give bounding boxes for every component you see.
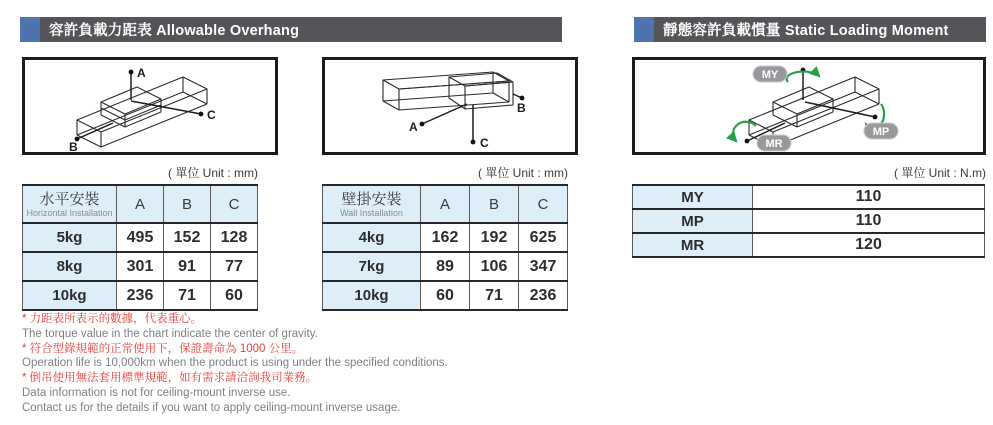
value-a: 495 [117,223,164,252]
col-b-header: B [470,185,519,223]
value-b: 152 [164,223,211,252]
point-a-dot [129,70,134,75]
label-b: B [69,140,78,152]
blue-accent-square [20,17,40,42]
table-row [323,281,568,310]
static-loading-moment-table [632,184,985,258]
static-loading-moment-title: 靜態容許負載慣量 Static Loading Moment [663,23,949,39]
row-label: 10kg [323,281,421,310]
footnote-line: Data information is not for ceiling-mount inverse use. [22,386,291,399]
footnotes-block [22,312,582,416]
rail-moment-drawing [635,60,983,152]
moment-axes-diagram [632,57,986,155]
header-zh: 壁掛安裝 [341,190,402,208]
allowable-overhang-title: 容許負載力距表 Allowable Overhang [49,23,300,39]
rail-isometric-drawing [25,60,275,152]
wall-installation-table [322,184,568,311]
value-c: 77 [211,252,258,281]
table-row [323,223,568,252]
my-badge-label: MY [761,69,779,81]
footnote-line: * 倒吊使用無法套用標準規範，如有需求請洽詢我司業務。 [22,372,318,385]
value-a: 236 [117,281,164,310]
table-row [23,281,258,310]
allowable-overhang-section-bar [20,17,562,42]
row-label: 4kg [323,223,421,252]
mr-axis-dot [745,139,750,144]
col-b-header: B [164,185,211,223]
col-c-header: C [519,185,568,223]
mp-axis-dot [873,115,878,120]
horizontal-installation-diagram [22,57,278,155]
header-en: Horizontal Installation [26,207,113,218]
row-label: 7kg [323,252,421,281]
value-a: 89 [421,252,470,281]
table-header-row [23,185,258,223]
footnote-line: * 力距表所表示的數據，代表重心。 [22,313,203,325]
footnote-line: * 符合型錄規範的正常使用下，保證壽命為 1000 公里。 [22,342,304,355]
unit-label-nm: ( 單位 Unit : N.m) [894,166,986,180]
value-c: 625 [519,223,568,252]
value-c: 236 [519,281,568,310]
value-c: 60 [211,281,258,310]
label-a: A [409,120,418,134]
label-c: C [480,136,489,150]
moment-value: 110 [753,185,985,209]
horizontal-installation-table [22,184,258,311]
unit-label-mm-1: ( 單位 Unit : mm) [168,166,258,180]
moment-label: MR [633,233,753,257]
point-c-dot [471,140,476,145]
unit-label-mm-2: ( 單位 Unit : mm) [478,166,568,180]
value-a: 60 [421,281,470,310]
col-a-header: A [421,185,470,223]
table-row [23,252,258,281]
moment-label: MY [633,185,753,209]
wall-installation-diagram [322,57,578,155]
value-a: 301 [117,252,164,281]
row-label: 5kg [23,223,117,252]
value-b: 71 [470,281,519,310]
point-a-dot [420,122,425,127]
installation-header-cell [323,185,421,223]
label-c: C [207,108,216,122]
table-header-row [323,185,568,223]
row-label: 10kg [23,281,117,310]
rail-side-drawing [325,60,575,152]
table-row [23,223,258,252]
blue-accent-square [634,17,654,42]
table-row [633,209,985,233]
value-b: 192 [470,223,519,252]
value-b: 106 [470,252,519,281]
installation-header-cell [23,185,117,223]
static-loading-moment-section-bar [634,17,986,42]
footnote-line: The torque value in the chart indicate the center of gravity. [22,327,318,340]
header-en: Wall Installation [340,207,403,218]
point-b-dot [520,96,525,101]
moment-value: 120 [753,233,985,257]
label-a: A [137,66,146,80]
value-b: 91 [164,252,211,281]
header-zh: 水平安裝 [39,190,100,208]
value-a: 162 [421,223,470,252]
table-row [633,233,985,257]
moment-label: MP [633,209,753,233]
col-a-header: A [117,185,164,223]
row-label: 8kg [23,252,117,281]
value-c: 128 [211,223,258,252]
footnote-line: Operation life is 10,000km when the product is using under the specified conditions. [22,357,448,370]
mp-badge-label: MP [872,126,890,138]
point-c-dot [199,112,204,117]
label-b: B [517,101,526,115]
moment-value: 110 [753,209,985,233]
value-c: 347 [519,252,568,281]
footnote-line: Contact us for the details if you want to apply ceiling-mount inverse usage. [22,401,401,414]
value-b: 71 [164,281,211,310]
table-row [633,185,985,209]
table-row [323,252,568,281]
col-c-header: C [211,185,258,223]
mr-badge-label: MR [765,138,783,150]
